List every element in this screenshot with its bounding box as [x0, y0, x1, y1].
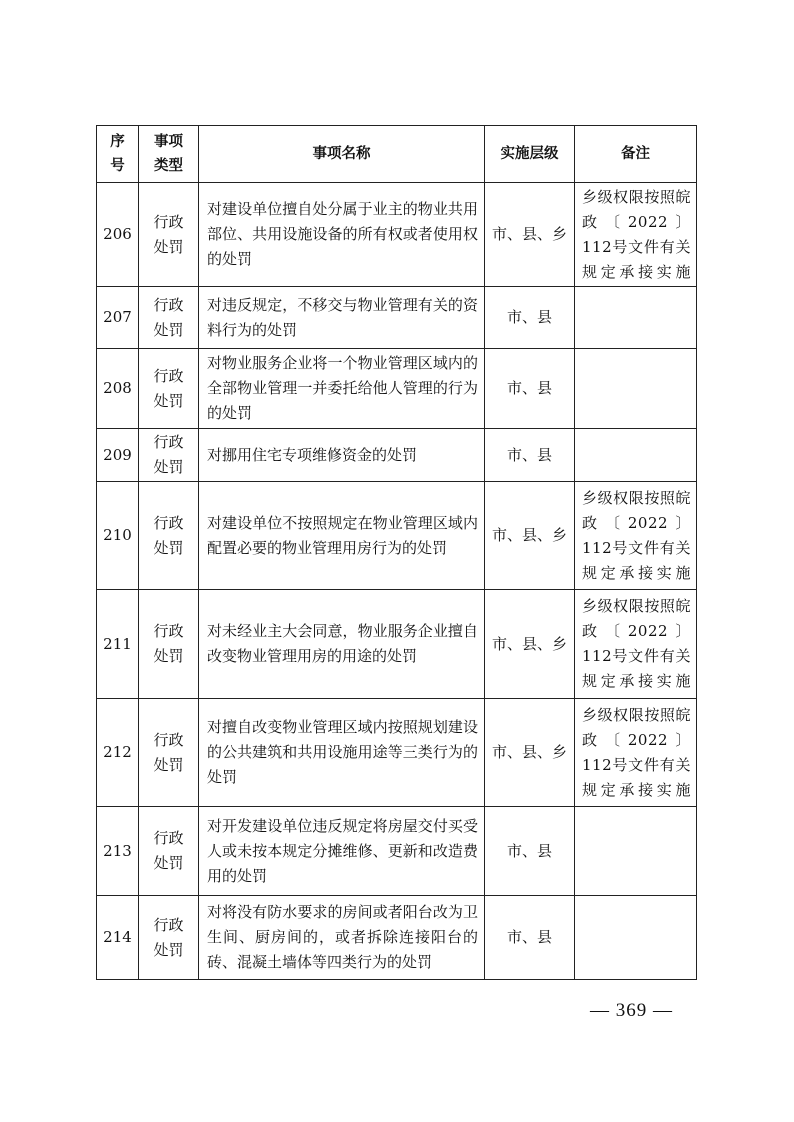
row-type: 行政处罚 — [153, 513, 184, 557]
row-note: 乡级权限按照皖政〔2022〕112号文件有关规定承接实施 — [575, 699, 697, 807]
header-note: 备注 — [575, 126, 697, 183]
header-row — [97, 126, 697, 183]
row-note — [575, 896, 697, 980]
row-num: 210 — [97, 482, 139, 590]
page-number: — 369 — — [590, 1000, 673, 1021]
row-name: 对挪用住宅专项维修资金的处罚 — [199, 429, 485, 482]
row-level: 市、县、乡 — [485, 699, 575, 807]
row-note — [575, 349, 697, 429]
row-note — [575, 807, 697, 896]
row-level: 市、县、乡 — [485, 590, 575, 699]
table-row — [97, 482, 697, 590]
row-level: 市、县、乡 — [485, 482, 575, 590]
row-level: 市、县 — [485, 807, 575, 896]
row-note — [575, 429, 697, 482]
row-type: 行政处罚 — [153, 829, 184, 872]
row-name: 对开发建设单位违反规定将房屋交付买受人或未按本规定分摊维修、更新和改造费用的处罚 — [199, 807, 485, 896]
table-row — [97, 807, 697, 896]
table-row — [97, 590, 697, 699]
row-num: 207 — [97, 287, 139, 349]
row-num: 209 — [97, 429, 139, 482]
row-note: 乡级权限按照皖政〔2022〕112号文件有关规定承接实施 — [575, 183, 697, 287]
row-type: 行政处罚 — [153, 212, 184, 256]
row-note: 乡级权限按照皖政〔2022〕112号文件有关规定承接实施 — [575, 590, 697, 699]
row-type: 行政处罚 — [153, 622, 184, 665]
row-note: 乡级权限按照皖政〔2022〕112号文件有关规定承接实施 — [575, 482, 697, 590]
row-name: 对擅自改变物业管理区域内按照规划建设的公共建筑和共用设施用途等三类行为的处罚 — [199, 699, 485, 807]
row-level: 市、县 — [485, 287, 575, 349]
row-note — [575, 287, 697, 349]
row-type: 行政处罚 — [153, 915, 184, 959]
row-num: 214 — [97, 896, 139, 980]
row-num: 211 — [97, 590, 139, 699]
header-num: 序号 — [97, 126, 139, 183]
table-row — [97, 287, 697, 349]
row-name: 对未经业主大会同意，物业服务企业擅自改变物业管理用房的用途的处罚 — [199, 590, 485, 699]
table-row — [97, 896, 697, 980]
items-table — [96, 125, 697, 980]
row-level: 市、县、乡 — [485, 183, 575, 287]
row-num: 213 — [97, 807, 139, 896]
table-row — [97, 349, 697, 429]
row-name: 对物业服务企业将一个物业管理区域内的全部物业管理一并委托给他人管理的行为的处罚 — [199, 349, 485, 429]
table-row — [97, 183, 697, 287]
header-name: 事项名称 — [199, 126, 485, 183]
row-num: 208 — [97, 349, 139, 429]
table-row — [97, 699, 697, 807]
row-type: 行政处罚 — [153, 730, 184, 774]
row-type: 行政处罚 — [153, 366, 184, 410]
row-num: 206 — [97, 183, 139, 287]
row-level: 市、县 — [485, 896, 575, 980]
row-level: 市、县 — [485, 349, 575, 429]
row-name: 对建设单位擅自处分属于业主的物业共用部位、共用设施设备的所有权或者使用权的处罚 — [199, 183, 485, 287]
header-level: 实施层级 — [485, 126, 575, 183]
row-name: 对将没有防水要求的房间或者阳台改为卫生间、厨房间的，或者拆除连接阳台的砖、混凝土墙体等四类行为的处罚 — [199, 896, 485, 980]
row-num: 212 — [97, 699, 139, 807]
row-name: 对违反规定，不移交与物业管理有关的资料行为的处罚 — [199, 287, 485, 349]
row-name: 对建设单位不按照规定在物业管理区域内配置必要的物业管理用房行为的处罚 — [199, 482, 485, 590]
header-type: 事项类型 — [139, 126, 199, 183]
row-type: 行政处罚 — [153, 295, 184, 339]
table-row — [97, 429, 697, 482]
row-type: 行政处罚 — [153, 433, 184, 476]
row-level: 市、县 — [485, 429, 575, 482]
